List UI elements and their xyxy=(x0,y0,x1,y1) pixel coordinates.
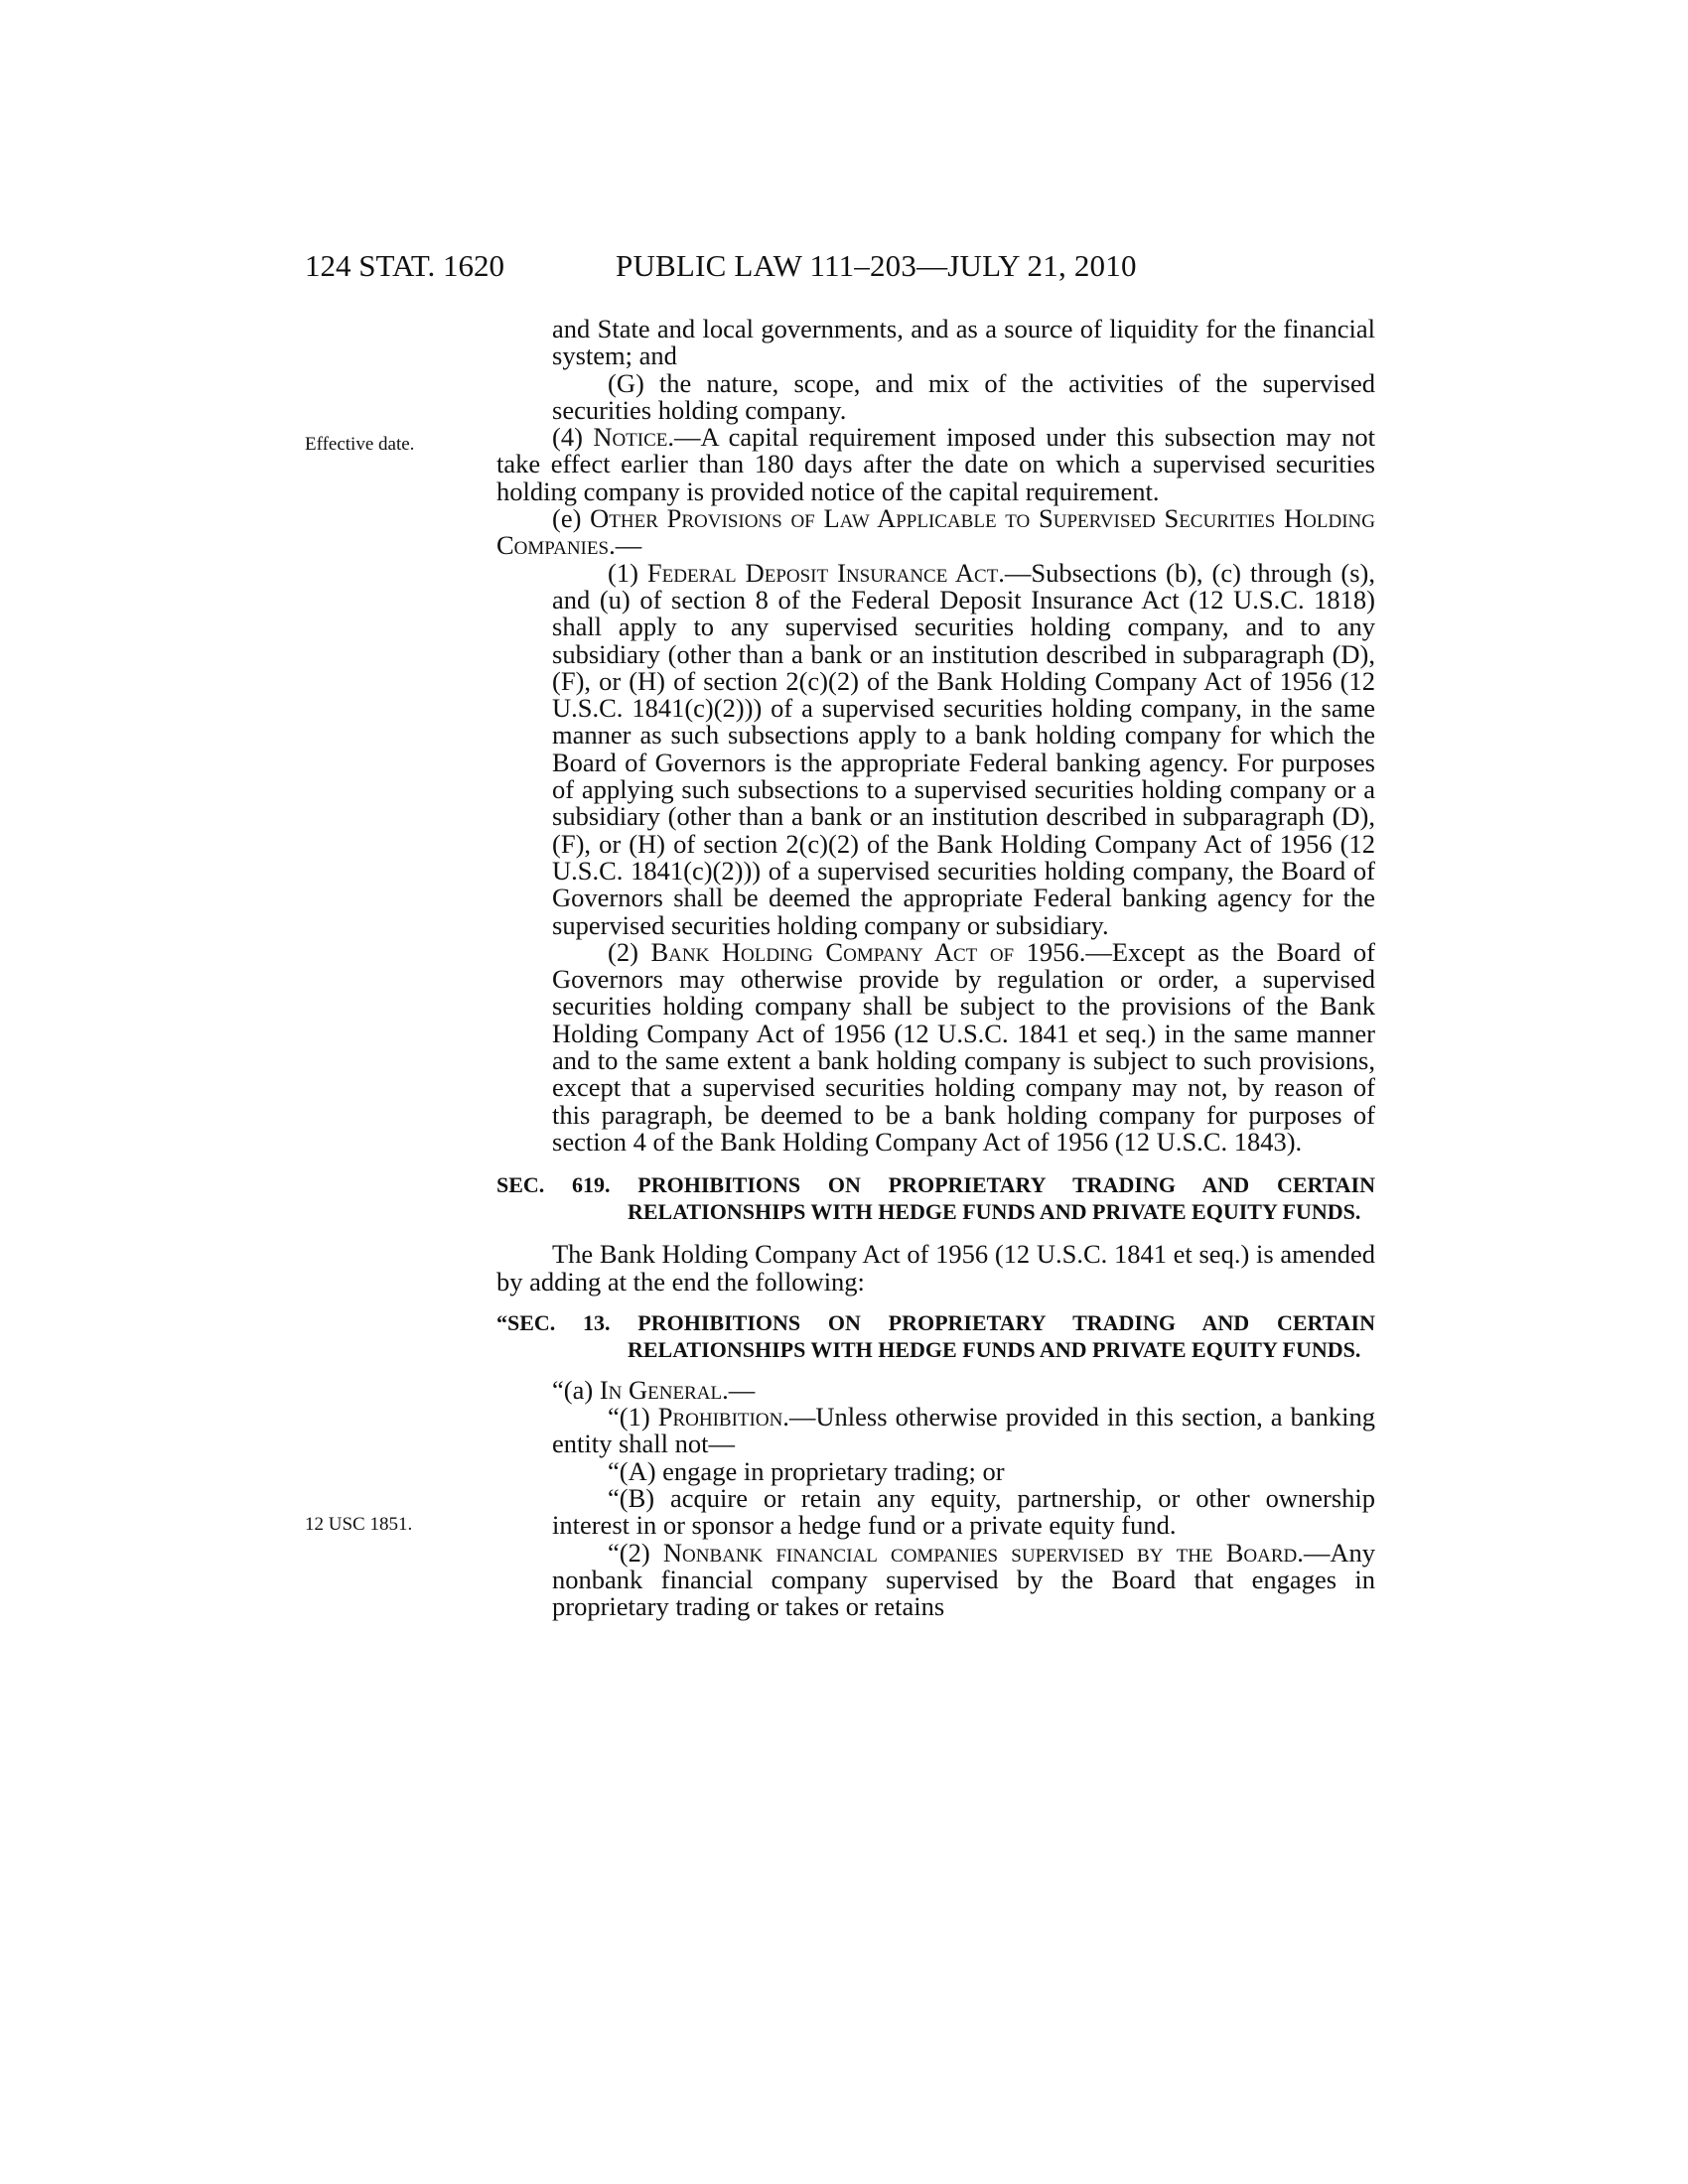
margin-note-effective-date: Effective date. xyxy=(305,434,415,455)
paragraph-nonbank xyxy=(496,1537,1375,1622)
paragraph-liquidity: and State and local governments, and as a source of liquidity for the financial system; and xyxy=(552,314,1375,371)
paragraph-g: (G) the nature, scope, and mix of the activities of the supervised securities holding company. xyxy=(552,367,1375,425)
document-body xyxy=(496,316,1375,1620)
paragraph-number: “(a) xyxy=(552,1374,600,1405)
paragraph-number: (4) xyxy=(552,422,594,453)
paragraph-number: (e) xyxy=(552,503,591,534)
paragraph-heading: Bank Holding Company Act of 1956 xyxy=(650,936,1079,967)
paragraph-heading: Other Provisions of Law Applicable to Supervised Securities Holding Companies xyxy=(496,503,1375,561)
paragraph-heading: Notice xyxy=(593,422,668,453)
paragraph-number: (2) xyxy=(608,936,651,967)
paragraph-text: .—A capital requirement imposed under this subsection may not take effect earlier than 180 days after the date on which a supervised securities holding company is provided notice of the capital requirement. xyxy=(496,422,1375,506)
paragraph-notice xyxy=(496,424,1375,505)
paragraph-text: .— xyxy=(609,530,642,561)
paragraph-heading: Prohibition xyxy=(657,1402,783,1433)
section-619-heading: SEC. 619. PROHIBITIONS ON PROPRIETARY TRADING AND CERTAIN RELATIONSHIPS WITH HEDGE FUNDS AND PRIVATE EQUITY FUNDS. xyxy=(496,1172,1375,1225)
paragraph-text: .—Subsections (b), (c) through (s), and (u) of section 8 of the Federal Deposit Insurance Act (12 U.S.C. 1818) shall apply to any supervised securities holding company, and to any subsidiary (other than a bank or an institution described in subparagraph (D), (F), or (H) of section 2(c)(2) of the Bank Holding Company Act of 1956 (12 U.S.C. 1841(c)(2))) of a supervised securities holding company, in the same manner as such subsections apply to a bank holding company for which the Board of Governors is the appropriate Federal banking agency. For purposes of applying such subsections to a supervised securities holding company or a subsidiary (other than a bank or an institution described in subparagraph (D), (F), or (H) of section 2(c)(2) of the Bank Holding Company Act of 1956 (12 U.S.C. 1841(c)(2))) of a supervised securities holding company, the Board of Governors shall be deemed the appropriate Federal banking agency for the supervised securities holding company or subsidiary. xyxy=(552,557,1375,940)
paragraph-text: .—Except as the Board of Governors may otherwise provide by regulation or order, a supervised securities holding company shall be subject to the provisions of the Bank Holding Company Act of 1956 (12 U.S.C. 1841 et seq.) in the same manner and to the same extent a bank holding company is subject to such provisions, except that a supervised securities holding company may not, by reason of this paragraph, be deemed to be a bank holding company for purposes of section 4 of the Bank Holding Company Act of 1956 (12 U.S.C. 1843). xyxy=(552,936,1375,1157)
section-13-heading: “SEC. 13. PROHIBITIONS ON PROPRIETARY TRADING AND CERTAIN RELATIONSHIPS WITH HEDGE FUNDS AND PRIVATE EQUITY FUNDS. xyxy=(496,1309,1375,1362)
margin-note-usc-citation: 12 USC 1851. xyxy=(305,1514,413,1535)
paragraph-text: .— xyxy=(722,1374,756,1405)
paragraph-heading: Federal Deposit Insurance Act xyxy=(646,557,999,588)
subsection-e xyxy=(496,505,1375,560)
paragraph-heading: In General xyxy=(599,1374,723,1405)
paragraph-b: “(B) acquire or retain any equity, partnership, or other ownership interest in or sponsor a hedge fund or a private equity fund. xyxy=(552,1482,1375,1541)
paragraph-number: “(1) xyxy=(608,1402,658,1433)
paragraph-prohibition xyxy=(496,1404,1375,1458)
subsection-a xyxy=(496,1374,1375,1405)
paragraph-amendment-intro: The Bank Holding Company Act of 1956 (12 U.S.C. 1841 et seq.) is amended by adding at the end the following: xyxy=(496,1239,1375,1297)
paragraph-bhc-act xyxy=(496,936,1375,1157)
paragraph-a: “(A) engage in proprietary trading; or xyxy=(608,1455,1005,1486)
paragraph-number: (1) xyxy=(608,557,647,588)
statute-page-number: 124 STAT. 1620 xyxy=(305,248,505,283)
paragraph-text: .—Any nonbank financial company supervised by the Board that engages in proprietary trading or takes or retains xyxy=(552,1537,1375,1622)
paragraph-fdi-act xyxy=(496,557,1375,940)
paragraph-number: “(2) xyxy=(608,1537,663,1568)
paragraph-text: .—Unless otherwise provided in this section, a banking entity shall not— xyxy=(552,1402,1375,1459)
paragraph-heading: Nonbank financial companies supervised by the Board xyxy=(662,1537,1298,1568)
running-header-title: PUBLIC LAW 111–203—JULY 21, 2010 xyxy=(616,248,1137,283)
